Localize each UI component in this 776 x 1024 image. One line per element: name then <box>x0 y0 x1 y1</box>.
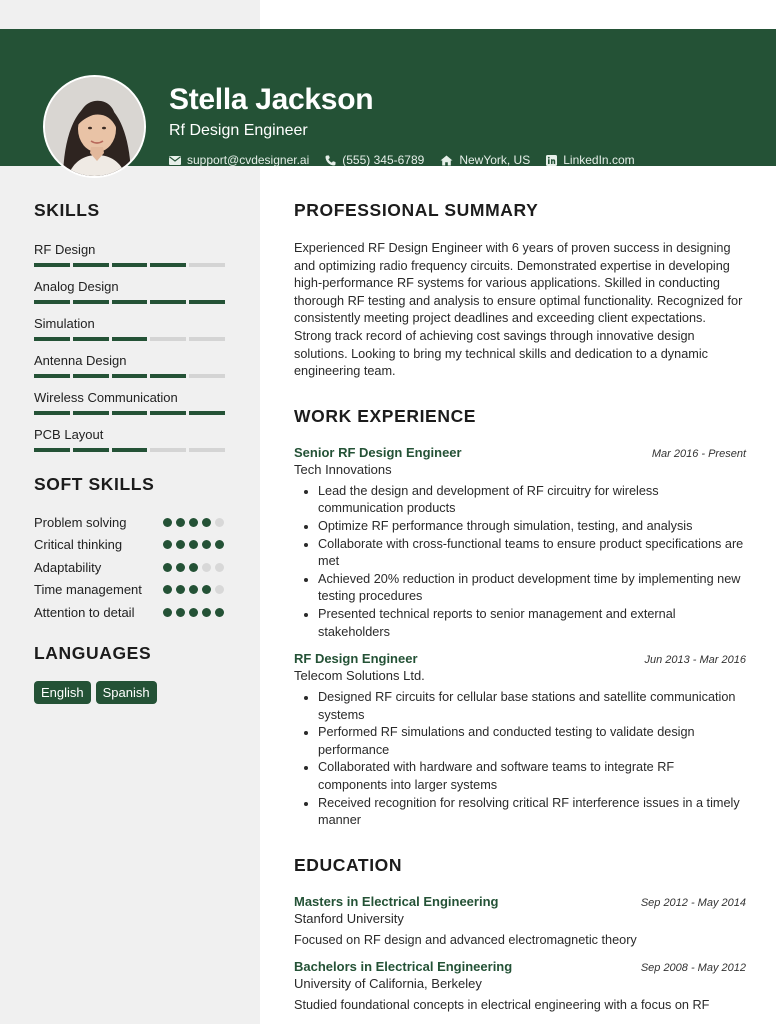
skill-level-bar <box>34 337 225 341</box>
skill-item <box>34 353 229 378</box>
job-bullet: • Optimize RF performance through simulation, testing, and analysis <box>318 518 746 536</box>
rating-dot <box>163 608 172 617</box>
job-bullet: • Collaborate with cross-functional teams to ensure product specifications are met <box>318 536 746 571</box>
contact-email[interactable] <box>169 153 309 167</box>
skill-level-segment <box>73 448 109 452</box>
skill-label: Wireless Communication <box>34 390 178 405</box>
job-role: RF Design Engineer <box>294 651 418 667</box>
soft-skill-rating <box>163 608 224 617</box>
job-bullet: • Designed RF circuits for cellular base stations and satellite communication systems <box>318 689 746 724</box>
education-dates: Sep 2012 - May 2014 <box>640 896 746 909</box>
soft-skill-label: Problem solving <box>34 515 127 530</box>
job-bullet: • Performed RF simulations and conducted testing to validate design performance <box>318 724 746 759</box>
soft-skill-label: Adaptability <box>34 560 102 575</box>
rating-dot <box>176 563 185 572</box>
skill-level-bar <box>34 448 225 452</box>
soft-skill-rating <box>163 563 224 572</box>
job-bullet: • Presented technical reports to senior management and external stakeholders <box>318 606 746 641</box>
rating-dot <box>215 518 224 527</box>
job-bullet: • Lead the design and development of RF circuitry for wireless communication products <box>318 483 746 518</box>
envelope-icon <box>169 156 181 165</box>
rating-dot <box>202 608 211 617</box>
education-header <box>294 959 746 974</box>
phone-icon <box>325 155 336 166</box>
skill-level-segment <box>112 448 148 452</box>
rating-dot <box>176 518 185 527</box>
soft-skill-item <box>34 604 229 621</box>
skill-level-segment <box>112 337 148 341</box>
job-entry <box>294 651 746 830</box>
soft-skills-heading: SOFT SKILLS <box>34 474 155 494</box>
skill-level-segment <box>73 300 109 304</box>
rating-dot <box>215 563 224 572</box>
skill-level-segment <box>150 300 186 304</box>
skill-level-segment <box>34 300 70 304</box>
skill-level-segment <box>189 263 225 267</box>
soft-skill-rating <box>163 540 224 549</box>
skill-level-bar <box>34 300 225 304</box>
skill-level-segment <box>73 263 109 267</box>
skill-item <box>34 316 229 341</box>
job-bullet: • Received recognition for resolving critical RF interference issues in a timely manner <box>318 795 746 830</box>
skill-level-segment <box>150 263 186 267</box>
skill-level-bar <box>34 263 225 267</box>
rating-dot <box>163 518 172 527</box>
skill-level-segment <box>73 374 109 378</box>
education-header <box>294 894 746 909</box>
language-badge: Spanish <box>96 681 157 704</box>
experience-list <box>294 445 746 830</box>
education-list <box>294 894 746 1015</box>
skill-item <box>34 279 229 304</box>
rating-dot <box>202 585 211 594</box>
skill-level-segment <box>34 411 70 415</box>
education-entry <box>294 894 746 950</box>
job-header <box>294 445 746 460</box>
soft-skill-label: Critical thinking <box>34 537 123 552</box>
linkedin-icon <box>546 155 557 166</box>
job-company: Tech Innovations <box>294 461 392 477</box>
education-dates: Sep 2008 - May 2012 <box>640 962 746 975</box>
education-degree: Masters in Electrical Engineering <box>294 893 499 909</box>
resume-header <box>0 29 776 166</box>
rating-dot <box>189 518 198 527</box>
contact-linkedin[interactable] <box>546 153 634 167</box>
candidate-name: Stella Jackson <box>169 83 374 116</box>
skill-item <box>34 242 229 267</box>
soft-skill-item <box>34 559 229 576</box>
candidate-title: Rf Design Engineer <box>169 122 308 139</box>
education-entry <box>294 959 746 1015</box>
job-role: Senior RF Design Engineer <box>294 444 462 460</box>
skills-list <box>34 242 229 452</box>
skill-level-segment <box>112 263 148 267</box>
job-bullet: • Achieved 20% reduction in product development time by implementing new testing procedures <box>318 571 746 606</box>
rating-dot <box>215 585 224 594</box>
soft-skill-rating <box>163 585 224 594</box>
job-bullets <box>318 483 746 641</box>
rating-dot <box>163 563 172 572</box>
job-header <box>294 651 746 666</box>
skill-level-segment <box>150 337 186 341</box>
skills-heading: SKILLS <box>34 200 100 220</box>
job-bullet: • Collaborated with hardware and software teams to integrate RF components into larger systems <box>318 759 746 794</box>
contact-phone[interactable] <box>325 153 424 167</box>
education-description: Studied foundational concepts in electrical engineering with a focus on RF <box>294 998 710 1013</box>
skill-item <box>34 390 229 415</box>
job-bullets <box>318 689 746 830</box>
skill-level-segment <box>34 374 70 378</box>
job-entry <box>294 445 746 641</box>
linkedin-text: LinkedIn.com <box>563 153 635 167</box>
skill-label: Antenna Design <box>34 353 127 368</box>
skill-level-segment <box>189 411 225 415</box>
rating-dot <box>202 518 211 527</box>
job-dates: Mar 2016 - Present <box>651 447 746 460</box>
skill-level-segment <box>34 337 70 341</box>
soft-skills-list <box>34 514 229 621</box>
skill-level-bar <box>34 411 225 415</box>
skill-level-segment <box>34 263 70 267</box>
rating-dot <box>189 540 198 549</box>
main-content <box>294 200 746 1015</box>
rating-dot <box>176 608 185 617</box>
skill-level-segment <box>73 337 109 341</box>
contact-bar <box>169 153 635 167</box>
skill-level-segment <box>189 448 225 452</box>
soft-skill-item <box>34 581 229 598</box>
summary-heading: PROFESSIONAL SUMMARY <box>294 200 539 220</box>
rating-dot <box>189 608 198 617</box>
skill-label: PCB Layout <box>34 427 104 442</box>
skill-level-segment <box>189 337 225 341</box>
skill-item <box>34 427 229 452</box>
location-text: NewYork, US <box>459 153 531 167</box>
skill-label: Analog Design <box>34 279 119 294</box>
skill-level-segment <box>189 374 225 378</box>
rating-dot <box>163 585 172 594</box>
education-heading: EDUCATION <box>294 854 403 875</box>
skill-level-segment <box>73 411 109 415</box>
experience-heading: WORK EXPERIENCE <box>294 405 477 426</box>
skill-label: Simulation <box>34 316 95 331</box>
skill-level-segment <box>112 374 148 378</box>
email-text: support@cvdesigner.ai <box>187 153 310 167</box>
skill-level-segment <box>150 374 186 378</box>
rating-dot <box>176 540 185 549</box>
profile-photo <box>45 77 146 178</box>
education-description: Focused on RF design and advanced electromagnetic theory <box>294 932 637 947</box>
rating-dot <box>202 540 211 549</box>
skill-level-bar <box>34 374 225 378</box>
rating-dot <box>215 608 224 617</box>
rating-dot <box>215 540 224 549</box>
rating-dot <box>163 540 172 549</box>
avatar <box>43 75 146 178</box>
skill-level-segment <box>189 300 225 304</box>
rating-dot <box>189 585 198 594</box>
soft-skill-item <box>34 514 229 531</box>
phone-text: (555) 345-6789 <box>342 153 425 167</box>
job-company: Telecom Solutions Ltd. <box>294 668 425 684</box>
language-badge: English <box>34 681 91 704</box>
rating-dot <box>189 563 198 572</box>
soft-skill-label: Attention to detail <box>34 605 135 620</box>
summary-text: Experienced RF Design Engineer with 6 years of proven success in designing and optimizing radio frequency circuits. Demonstrated expertise in developing high-performance RF systems for various applications. Skilled in conducting thorough RF testing and analysis to ensure optimal functionality. Recognized for consistently meeting project deadlines and exceeding client expectations. Strong track record of achieving cost savings through innovative design solutions. Looking to bring my technical skills and dedication to a dynamic engineering team. <box>294 241 743 379</box>
skill-level-segment <box>150 448 186 452</box>
skill-label: RF Design <box>34 242 96 257</box>
skill-level-segment <box>150 411 186 415</box>
rating-dot <box>176 585 185 594</box>
skill-level-segment <box>112 300 148 304</box>
job-dates: Jun 2013 - Mar 2016 <box>644 654 746 667</box>
skill-level-segment <box>34 448 70 452</box>
languages-heading: LANGUAGES <box>34 643 152 663</box>
education-school: University of California, Berkeley <box>294 976 482 992</box>
soft-skill-rating <box>163 518 224 527</box>
languages-list <box>34 681 229 704</box>
soft-skill-item <box>34 536 229 553</box>
sidebar <box>34 200 229 704</box>
rating-dot <box>202 563 211 572</box>
home-icon <box>440 155 453 166</box>
contact-location <box>440 153 530 167</box>
education-degree: Bachelors in Electrical Engineering <box>294 959 513 975</box>
education-school: Stanford University <box>294 910 404 926</box>
soft-skill-label: Time management <box>34 582 142 597</box>
skill-level-segment <box>112 411 148 415</box>
